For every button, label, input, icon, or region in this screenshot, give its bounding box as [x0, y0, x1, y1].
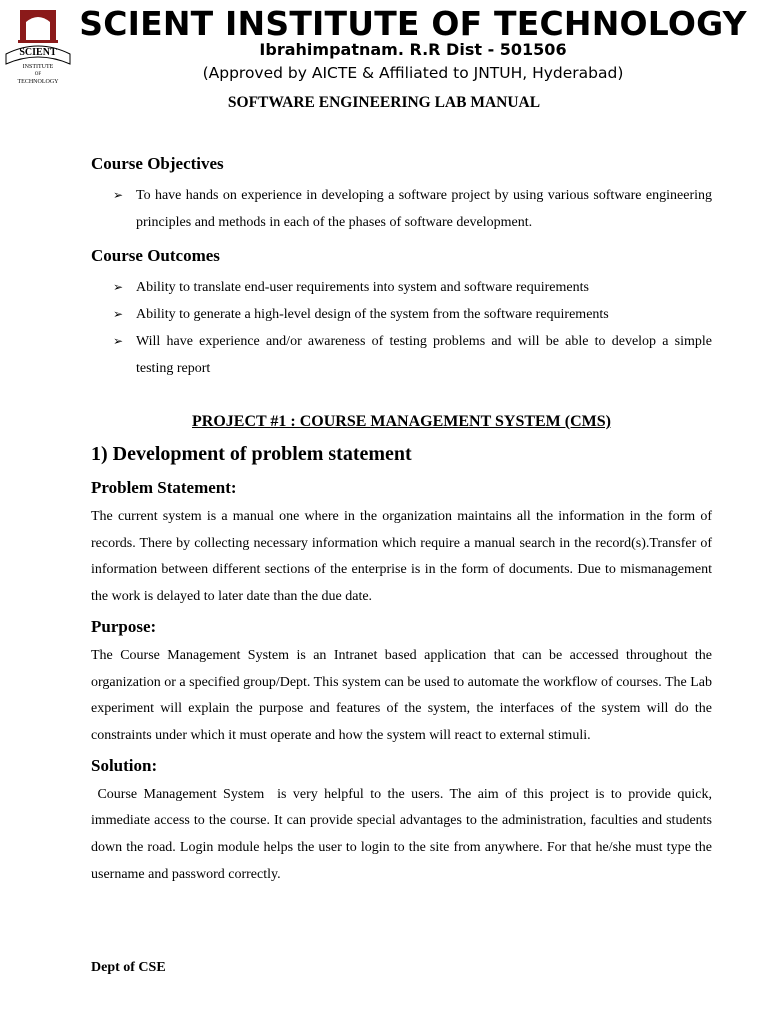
institute-approval: (Approved by AICTE & Affiliated to JNTUH, Hyderabad) — [202, 64, 624, 82]
problem-statement-heading: Problem Statement: — [91, 478, 237, 497]
course-objectives-list — [91, 182, 712, 236]
problem-statement-text: The current system is a manual one where in the organization maintains all the information in the form of records. There by collecting necessary information which require a manual search in the record(s).Transfer of information between different sections of the enterprise is in the form of documents. Due to mismanagement the work is delayed to later date than the due date. — [91, 509, 712, 605]
solution-heading: Solution: — [91, 755, 158, 775]
document-body — [91, 152, 716, 888]
list-item: ➢ Will have experience and/or awareness of testing problems and will be able to develop a simple testing report — [91, 328, 712, 382]
purpose-heading: Purpose: — [91, 616, 157, 636]
list-item: ➢ Ability to generate a high-level design of the system from the software requirements — [91, 301, 712, 328]
course-objectives-heading: Course Objectives — [91, 154, 224, 173]
project-title: PROJECT #1 : COURSE MANAGEMENT SYSTEM (CMS) — [192, 413, 611, 430]
logo-text-line1: SCIENT — [19, 47, 57, 58]
solution-text: Course Management System is very helpful to the users. The aim of this project is to provide quick, immediate access to the course. It can provide special advantages to the administration, faculties and students down the road. Login module helps the user to login to the site from anywhere. For that he/she must type the username and password correctly. — [91, 786, 716, 882]
logo-text-line2: INSTITUTE — [22, 64, 54, 70]
list-item: ➢ Ability to translate end-user requirements into system and software requirements — [91, 274, 712, 301]
institute-logo — [4, 8, 72, 86]
course-outcomes-heading: Course Outcomes — [91, 246, 220, 265]
arrow-bullet-icon: ➢ — [113, 188, 124, 202]
footer-dept: Dept of CSE — [91, 960, 166, 975]
course-outcomes-list — [91, 274, 712, 382]
logo-text-line4: TECHNOLOGY — [17, 79, 59, 85]
institute-address: Ibrahimpatnam. R.R Dist - 501506 — [259, 40, 567, 59]
purpose-text: The Course Management System is an Intranet based application that can be accessed throughout the organization or a specified group/Dept. This system can be used to automate the workflow of courses. The Lab experiment will explain the purpose and features of the system, the interfaces of the system will do the constraints under which it must operate and how the system will react to external stimuli. — [91, 647, 712, 743]
arrow-bullet-icon: ➢ — [113, 307, 124, 321]
section-heading: 1) Development of problem statement — [91, 443, 412, 465]
document-header — [0, 0, 768, 90]
arrow-bullet-icon: ➢ — [113, 280, 124, 294]
institute-name: SCIENT INSTITUTE OF TECHNOLOGY — [79, 4, 747, 43]
arrow-bullet-icon: ➢ — [113, 334, 124, 348]
manual-title: SOFTWARE ENGINEERING LAB MANUAL — [227, 94, 541, 111]
list-item: ➢ To have hands on experience in developing a software project by using various software engineering principles and methods in each of the phases of software development. — [91, 182, 712, 236]
logo-text-line3: OF — [34, 72, 42, 77]
